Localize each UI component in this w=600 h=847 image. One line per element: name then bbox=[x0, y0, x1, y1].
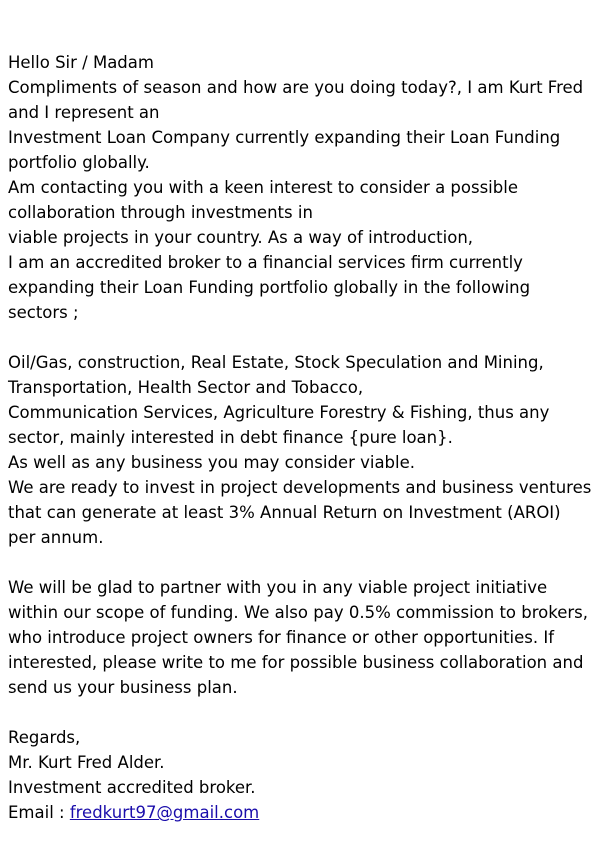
email-label: Email : bbox=[8, 803, 70, 822]
intro-paragraph-5: I am an accredited broker to a financial services firm currently expanding their Loan Funding portfolio globally in the following sectors ; bbox=[8, 253, 531, 322]
signature-email-line bbox=[8, 800, 592, 825]
sectors-paragraph-1: Oil/Gas, construction, Real Estate, Stock Speculation and Mining, Transportation, Health Sector and Tobacco, bbox=[8, 353, 544, 397]
signature-title: Investment accredited broker. bbox=[8, 778, 256, 797]
partner-paragraph-1: We will be glad to partner with you in any viable project initiative within our scope of funding. We also pay 0.5% commission to brokers, bbox=[8, 578, 589, 622]
signature-name: Mr. Kurt Fred Alder. bbox=[8, 753, 165, 772]
message-body bbox=[8, 50, 592, 825]
sectors-paragraph-3: As well as any business you may consider viable. bbox=[8, 453, 416, 472]
intro-paragraph-3: Am contacting you with a keen interest to consider a possible collaboration through investments in bbox=[8, 178, 518, 222]
intro-paragraph-4: viable projects in your country. As a way of introduction, bbox=[8, 228, 474, 247]
email-link[interactable]: fredkurt97@gmail.com bbox=[69, 803, 260, 822]
paragraph-spacer-3 bbox=[8, 700, 592, 725]
sectors-paragraph-2: Communication Services, Agriculture Forestry & Fishing, thus any sector, mainly interested in debt finance {pure loan}. bbox=[8, 403, 550, 447]
paragraph-spacer-2 bbox=[8, 550, 592, 575]
intro-paragraph-1: Compliments of season and how are you doing today?, I am Kurt Fred and I represent an bbox=[8, 78, 584, 122]
sectors-paragraph-4: We are ready to invest in project developments and business ventures that can generate at least 3% Annual Return on Investment (AROI) per annum. bbox=[8, 478, 592, 547]
greeting-line: Hello Sir / Madam bbox=[8, 53, 154, 72]
intro-paragraph-2: Investment Loan Company currently expanding their Loan Funding portfolio globally. bbox=[8, 128, 561, 172]
signature-closing: Regards, bbox=[8, 728, 81, 747]
paragraph-spacer-1 bbox=[8, 325, 592, 350]
partner-paragraph-2: who introduce project owners for finance or other opportunities. If interested, please write to me for possible business collaboration and send us your business plan. bbox=[8, 628, 584, 697]
